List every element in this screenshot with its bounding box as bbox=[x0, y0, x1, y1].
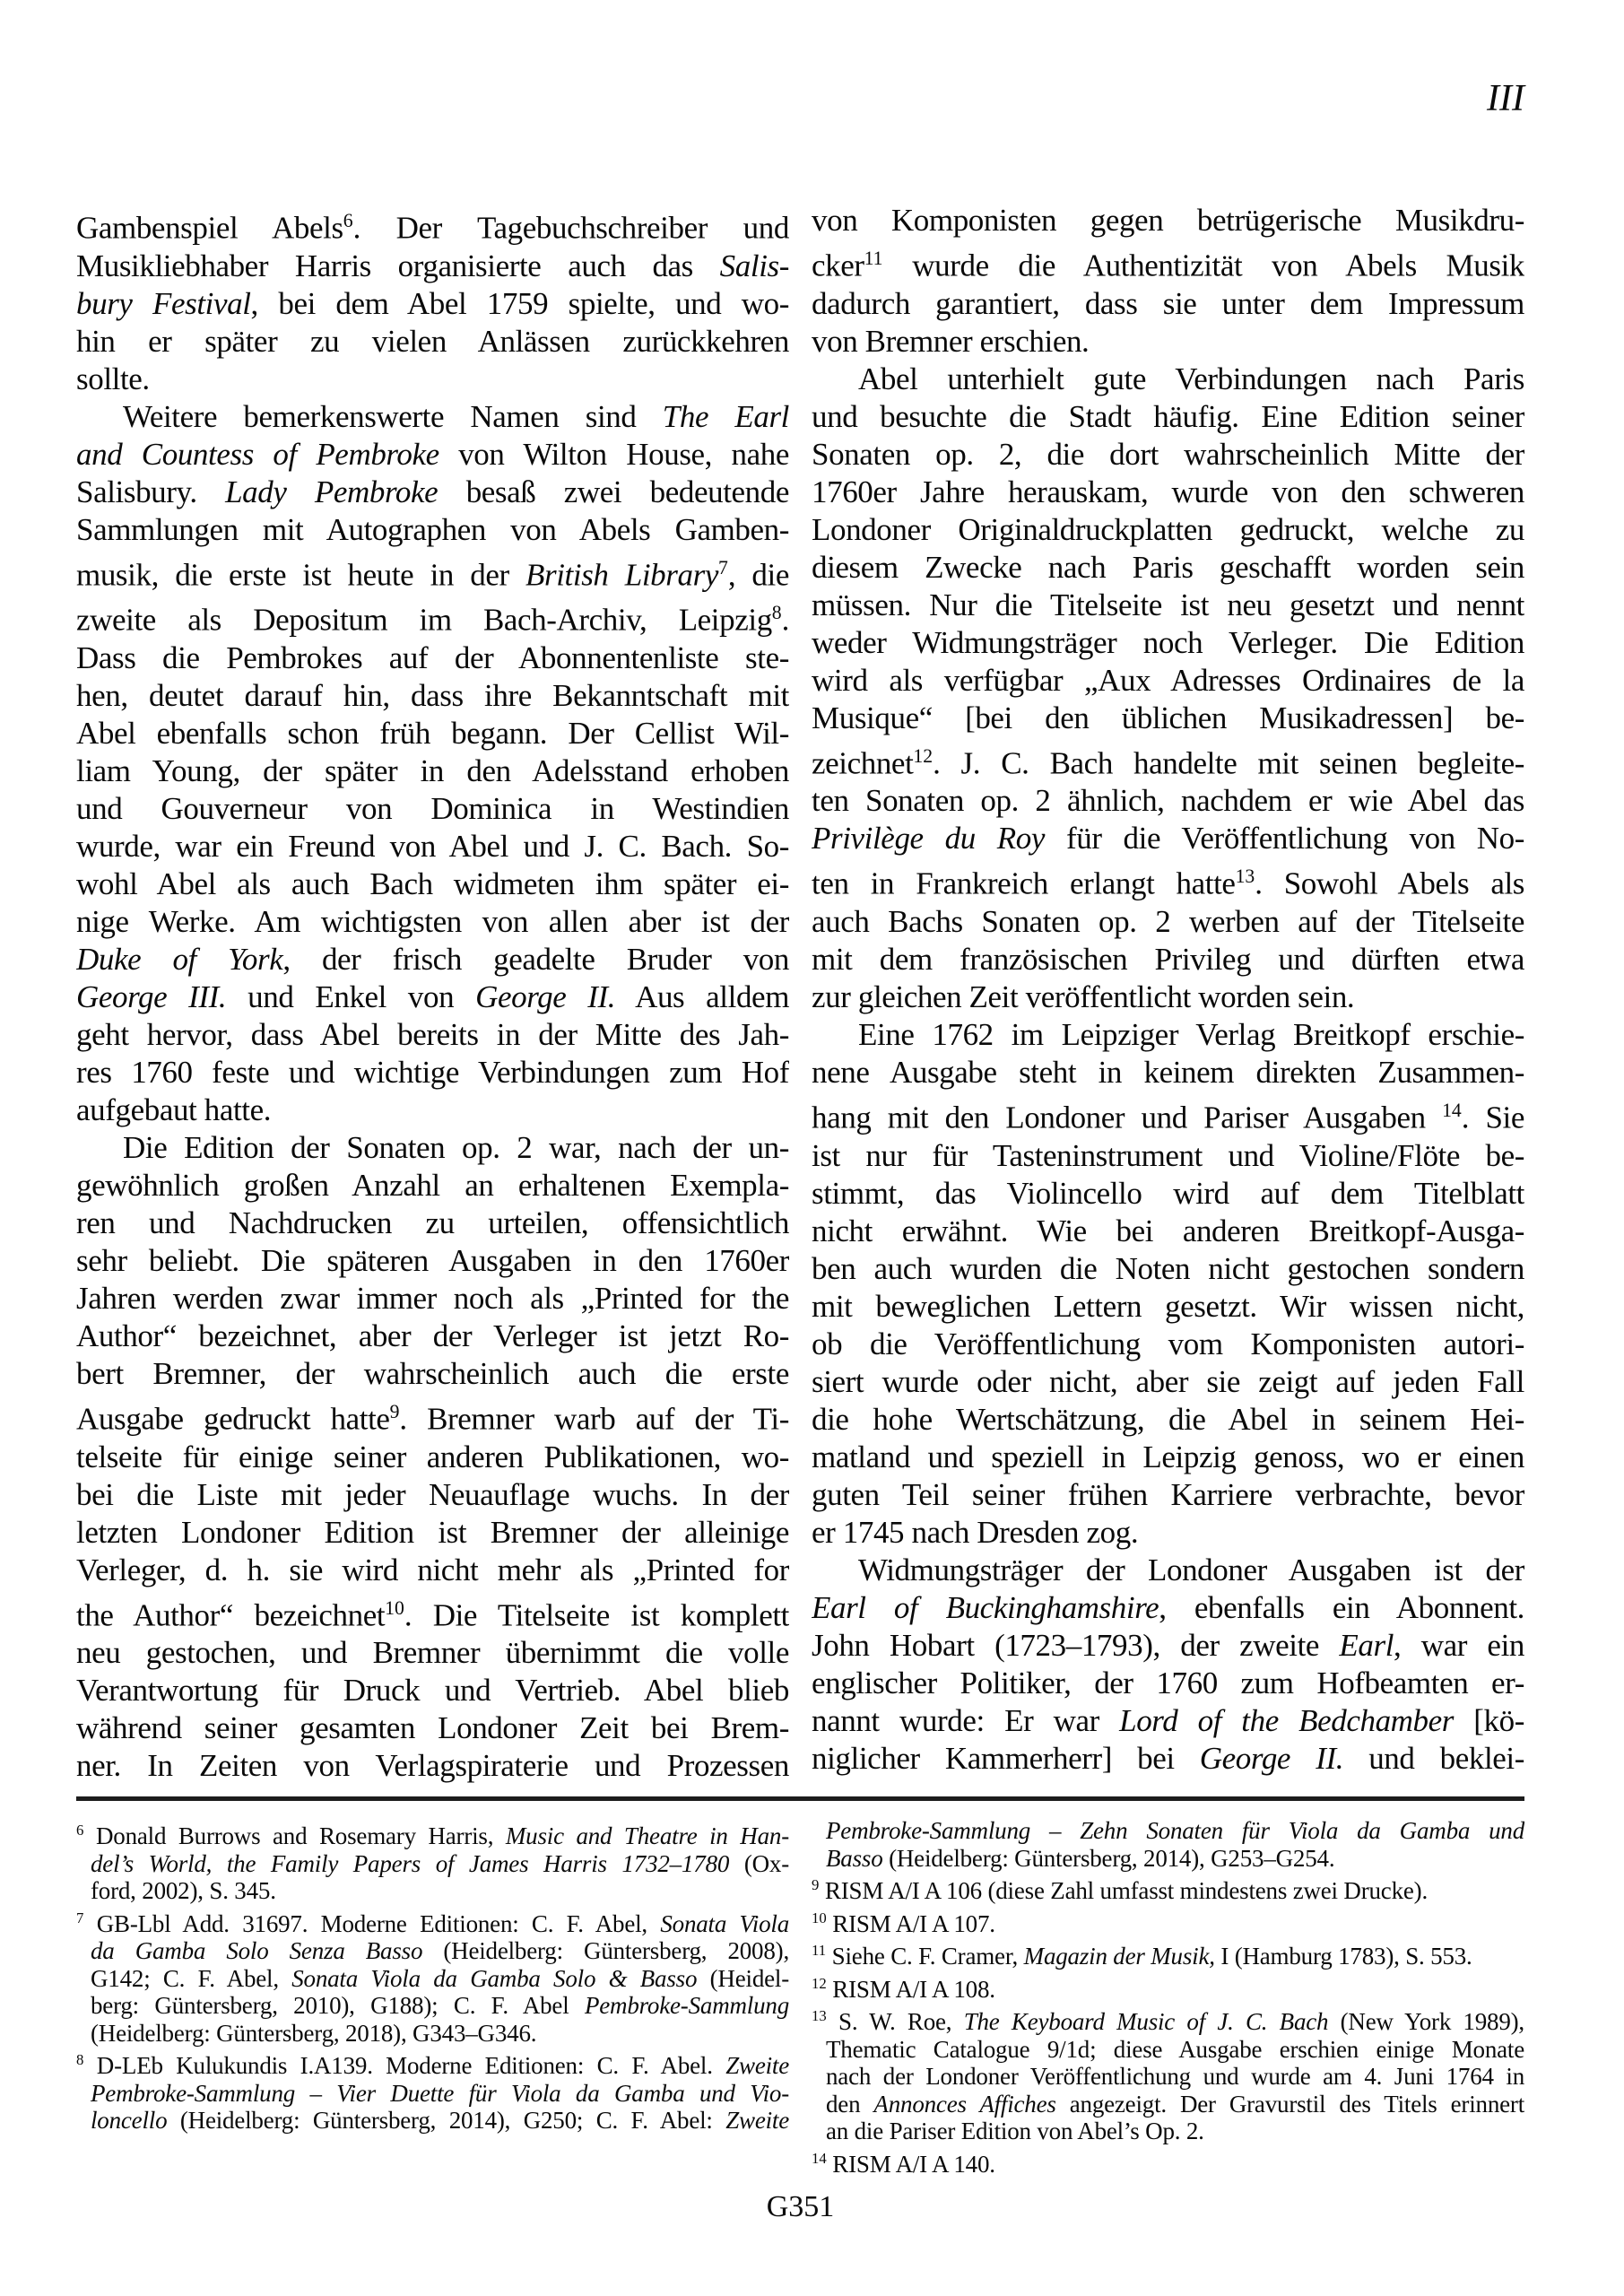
text-segment: und beklei- bbox=[1343, 1740, 1524, 1776]
text-line bbox=[812, 511, 1524, 549]
text-segment: Jahren werden zwar immer noch als „Printed for the bbox=[76, 1280, 789, 1316]
text-segment: British Library bbox=[525, 557, 718, 593]
text-line bbox=[812, 361, 1524, 398]
text-segment: Pembroke-Sammlung – Zehn Sonaten für Viola da Gamba und bbox=[826, 1817, 1524, 1844]
text-segment: Verleger, d. h. sie wird nicht mehr als „Printed for bbox=[76, 1552, 789, 1587]
text-segment: angezeigt. Der Gravurstil des Titels erinnert bbox=[1055, 2090, 1524, 2118]
text-line bbox=[76, 594, 789, 639]
text-segment: 1760er Jahre herauskam, wurde von den schweren bbox=[812, 474, 1524, 509]
text-line bbox=[812, 323, 1524, 361]
text-segment: weder Widmungsträger noch Verleger. Die Edition bbox=[812, 624, 1524, 660]
footnote-reference: 13 bbox=[812, 2007, 827, 2024]
text-line bbox=[76, 2020, 789, 2048]
text-segment: und Enkel von bbox=[226, 978, 476, 1014]
text-line bbox=[76, 639, 789, 677]
text-line bbox=[812, 820, 1524, 857]
text-segment: , die bbox=[727, 557, 789, 593]
text-segment: , war ein bbox=[1394, 1627, 1524, 1663]
footnote-reference: 11 bbox=[864, 248, 883, 269]
text-segment: und Gouverneur von Dominica in Westindien bbox=[76, 790, 789, 826]
footnote-reference: 8 bbox=[76, 2051, 84, 2068]
text-line bbox=[76, 202, 789, 248]
text-segment: . J. C. Bach handelte mit seinen begleite- bbox=[933, 745, 1524, 781]
text-line bbox=[76, 361, 789, 398]
text-line bbox=[76, 1091, 789, 1129]
text-line bbox=[812, 624, 1524, 662]
text-segment: guten Teil seiner frühen Karriere verbrachte, bevor bbox=[812, 1476, 1524, 1512]
text-segment: Annonces Affiches bbox=[873, 2090, 1056, 2118]
text-segment: wurde die Authentizität von Abels Musik bbox=[882, 248, 1524, 283]
text-segment: Zweite bbox=[725, 2107, 789, 2134]
text-segment: Widmungsträger der Londoner Ausgaben ist der bbox=[858, 1552, 1524, 1587]
text-line bbox=[76, 1937, 789, 1965]
text-line bbox=[812, 1401, 1524, 1439]
text-segment: gewöhnlich großen Anzahl an erhaltenen Exempla- bbox=[76, 1167, 789, 1203]
footnote bbox=[812, 2003, 1524, 2145]
text-segment: Pembroke-Sammlung bbox=[584, 1992, 789, 2019]
text-segment: George II. bbox=[475, 978, 616, 1014]
text-segment: für die Veröffentlichung von No- bbox=[1045, 821, 1524, 857]
text-segment: Sammlungen mit Autographen von Abels Gamben- bbox=[76, 511, 789, 547]
text-segment: an die Pariser Edition von Abel’s Op. 2. bbox=[826, 2118, 1204, 2144]
text-line bbox=[812, 1665, 1524, 1702]
text-line bbox=[76, 1476, 789, 1514]
paragraph bbox=[76, 202, 789, 398]
text-line bbox=[76, 248, 789, 285]
text-segment: von Komponisten gegen betrügerische Musikdru- bbox=[812, 203, 1524, 238]
text-line bbox=[76, 323, 789, 361]
text-segment: RISM A/I A 140. bbox=[826, 2150, 995, 2178]
text-segment: nige Werke. Am wichtigsten von allen aber ist der bbox=[76, 903, 789, 939]
text-line bbox=[76, 941, 789, 978]
text-segment: wohl Abel als auch Bach widmeten ihm später ei- bbox=[76, 865, 789, 901]
text-line bbox=[812, 737, 1524, 783]
text-segment: den bbox=[826, 2090, 874, 2118]
text-segment: und besuchte die Stadt häufig. Eine Edition seiner bbox=[812, 398, 1524, 434]
text-segment: nicht erwähnt. Wie bei anderen Breitkopf-Ausga- bbox=[812, 1213, 1524, 1248]
paragraph bbox=[812, 1552, 1524, 1778]
text-segment: ten in Frankreich erlangt hatte bbox=[812, 865, 1236, 901]
text-segment: Salis- bbox=[719, 248, 789, 283]
text-line bbox=[812, 1937, 1524, 1970]
text-line bbox=[812, 1817, 1524, 1845]
text-segment: Gambenspiel Abels bbox=[76, 210, 343, 246]
text-segment: . Der Tagebuchschreiber und bbox=[352, 210, 789, 246]
text-segment: Die Edition der Sonaten op. 2 war, nach der un- bbox=[123, 1129, 789, 1165]
text-line bbox=[76, 903, 789, 941]
text-line bbox=[76, 1439, 789, 1476]
text-segment: nannt wurde: Er war bbox=[812, 1702, 1120, 1738]
text-line bbox=[76, 2047, 789, 2080]
text-segment: liam Young, der später in den Adelsstand erhoben bbox=[76, 752, 789, 788]
text-segment: Donald Burrows and Rosemary Harris, bbox=[83, 1822, 506, 1849]
text-line bbox=[812, 1552, 1524, 1589]
text-segment: Magazin der Musik, bbox=[1023, 1943, 1215, 1970]
text-segment: wird als verfügbar „Aux Adresses Ordinaires de la bbox=[812, 662, 1524, 698]
text-line bbox=[76, 474, 789, 511]
text-line bbox=[76, 1965, 789, 1993]
text-segment: . Die Titelseite ist komplett bbox=[404, 1597, 789, 1633]
text-segment: müssen. Nur die Titelseite ist neu gesetzt und nennt bbox=[812, 587, 1524, 622]
text-line bbox=[812, 1054, 1524, 1091]
text-segment: von Bremner erschien. bbox=[812, 323, 1090, 359]
footnote-reference: 13 bbox=[1235, 865, 1255, 888]
text-line bbox=[812, 1702, 1524, 1740]
text-line bbox=[812, 2118, 1524, 2145]
text-segment: niglicher Kammerherr] bei bbox=[812, 1740, 1200, 1776]
text-line bbox=[76, 677, 789, 715]
text-line bbox=[812, 2091, 1524, 2118]
text-segment: Abel unterhielt gute Verbindungen nach Paris bbox=[858, 361, 1524, 396]
text-segment: telseite für einige seiner anderen Publikationen, wo- bbox=[76, 1439, 789, 1474]
text-segment: George III. bbox=[76, 978, 227, 1014]
footnote-reference: 10 bbox=[385, 1596, 404, 1619]
text-segment: the Author“ bezeichnet bbox=[76, 1597, 386, 1633]
text-segment: Aus alldem bbox=[615, 978, 789, 1014]
text-line bbox=[76, 1850, 789, 1878]
paragraph bbox=[812, 1016, 1524, 1552]
footnote bbox=[812, 1905, 1524, 1938]
text-line bbox=[812, 941, 1524, 978]
footnote bbox=[812, 1970, 1524, 2004]
text-segment: , der frisch geadelte Bruder von bbox=[282, 941, 789, 977]
text-segment: del’s World, the Family Papers of James Harris 1732–1780 bbox=[91, 1849, 730, 1877]
text-line bbox=[812, 2036, 1524, 2064]
text-segment: (Ox- bbox=[729, 1849, 789, 1877]
text-segment: (Heidelberg: Güntersberg, 2014), G250; C. F. Abel: bbox=[167, 2107, 726, 2134]
text-line bbox=[812, 549, 1524, 587]
text-segment: auch Bachs Sonaten op. 2 werben auf der Titelseite bbox=[812, 903, 1524, 939]
text-segment: da Gamba Solo Senza Basso bbox=[91, 1937, 423, 1964]
text-segment: Verantwortung für Druck und Vertrieb. Abel blieb bbox=[76, 1673, 789, 1709]
text-segment: ner. In Zeiten von Verlagspiraterie und Prozessen bbox=[76, 1748, 789, 1784]
footnote-reference: 10 bbox=[812, 1909, 827, 1926]
text-line bbox=[812, 1970, 1524, 2004]
text-segment: Weitere bemerkenswerte Namen sind bbox=[123, 398, 663, 434]
text-segment: dadurch garantiert, dass sie unter dem Impressum bbox=[812, 285, 1524, 321]
text-segment: Zweite bbox=[725, 2052, 789, 2079]
footnote-reference: 7 bbox=[717, 556, 728, 578]
text-segment: matland und speziell in Leipzig genoss, wo er einen bbox=[812, 1439, 1524, 1474]
text-segment: I (Hamburg 1783), S. 553. bbox=[1214, 1943, 1472, 1970]
text-line bbox=[76, 1634, 789, 1672]
text-segment: Musique“ [bei den üblichen Musikadressen] be- bbox=[812, 700, 1524, 735]
text-segment: ben auch wurden die Noten nicht gestochen sondern bbox=[812, 1250, 1524, 1286]
footnote bbox=[812, 1937, 1524, 1970]
text-segment: George II. bbox=[1199, 1740, 1344, 1776]
text-line bbox=[76, 1552, 789, 1589]
text-segment: ist nur für Tasteninstrument und Violine/Flöte be- bbox=[812, 1137, 1524, 1173]
text-line bbox=[812, 1363, 1524, 1401]
text-segment: englischer Politiker, der 1760 zum Hofbeamten er- bbox=[812, 1665, 1524, 1700]
text-line bbox=[812, 202, 1524, 239]
footnote-reference: 12 bbox=[913, 744, 934, 767]
text-segment: Thematic Catalogue 9/1d; diese Ausgabe erschien einige Monate bbox=[826, 2035, 1524, 2063]
text-segment: Earl bbox=[1339, 1627, 1394, 1663]
text-line bbox=[812, 978, 1524, 1016]
text-line bbox=[76, 1205, 789, 1242]
text-segment: nene Ausgabe steht in keinem direkten Zusammen- bbox=[812, 1054, 1524, 1090]
text-line bbox=[76, 1280, 789, 1318]
text-segment: res 1760 feste und wichtige Verbindungen zum Hof bbox=[76, 1054, 789, 1090]
text-segment: Pembroke-Sammlung – Vier Duette für Viola da Gamba und Vio- bbox=[91, 2079, 789, 2107]
text-line bbox=[812, 398, 1524, 436]
text-segment: Sonata Viola da Gamba Solo & Basso bbox=[291, 1964, 698, 1992]
text-line bbox=[812, 1476, 1524, 1514]
text-segment: berg: Güntersberg, 2010), G188); C. F. Abel bbox=[91, 1992, 585, 2019]
text-segment: loncello bbox=[91, 2107, 168, 2134]
text-line bbox=[76, 1016, 789, 1054]
paragraph bbox=[812, 361, 1524, 1016]
text-segment: (New York 1989), bbox=[1328, 2008, 1524, 2035]
text-segment: ten Sonaten op. 2 ähnlich, nachdem er wie Abel das bbox=[812, 783, 1524, 819]
text-segment: siert wurde oder nicht, aber sie zeigt auf jeden Fall bbox=[812, 1363, 1524, 1399]
paragraph bbox=[812, 202, 1524, 361]
text-line bbox=[812, 662, 1524, 700]
text-segment: neu gestochen, und Bremner übernimmt die volle bbox=[76, 1635, 789, 1671]
text-segment: RISM A/I A 107. bbox=[826, 1909, 995, 1937]
text-line bbox=[812, 1213, 1524, 1250]
footnote-reference: 14 bbox=[812, 2149, 827, 2167]
text-line bbox=[812, 1016, 1524, 1054]
text-segment: and Countess of Pembroke bbox=[76, 436, 439, 472]
text-segment: . bbox=[781, 602, 789, 638]
text-segment: stimmt, das Violincello wird auf dem Titelblatt bbox=[812, 1175, 1524, 1211]
text-line bbox=[812, 1627, 1524, 1665]
text-line bbox=[76, 511, 789, 549]
text-segment: Eine 1762 im Leipziger Verlag Breitkopf erschie- bbox=[858, 1016, 1524, 1052]
text-segment: Ausgabe gedruckt hatte bbox=[76, 1401, 390, 1437]
text-segment: ford, 2002), S. 345. bbox=[91, 1877, 276, 1904]
text-line bbox=[76, 752, 789, 790]
text-segment: hin er später zu vielen Anlässen zurückkehren bbox=[76, 323, 789, 359]
footnote-reference: 8 bbox=[771, 602, 782, 624]
text-segment: Music and Theatre in Han- bbox=[505, 1822, 789, 1849]
text-segment: nach der Londoner Veröffentlichung und wurde am 4. Juni 1764 in bbox=[826, 2063, 1524, 2090]
text-segment: während seiner gesamten Londoner Zeit bei Brem- bbox=[76, 1710, 789, 1746]
text-segment: zeichnet bbox=[812, 745, 914, 781]
text-segment: The Earl bbox=[662, 398, 789, 434]
text-segment: letzten Londoner Edition ist Bremner der alleinige bbox=[76, 1514, 789, 1550]
text-line bbox=[812, 474, 1524, 511]
text-segment: bei die Liste mit jeder Neuauflage wuchs. In der bbox=[76, 1476, 789, 1512]
footnote bbox=[812, 2145, 1524, 2179]
text-segment: diesem Zwecke nach Paris geschafft worden sein bbox=[812, 549, 1524, 585]
text-segment: [kö- bbox=[1454, 1702, 1524, 1738]
text-segment: hang mit den Londoner und Pariser Ausgaben bbox=[812, 1100, 1443, 1135]
text-segment: (Heidelberg: Güntersberg, 2018), G343–G346. bbox=[91, 2019, 537, 2047]
text-line bbox=[76, 1393, 789, 1439]
footnote bbox=[76, 1817, 789, 1905]
text-segment: wurde, war ein Freund von Abel und J. C. Bach. So- bbox=[76, 828, 789, 864]
text-line bbox=[812, 1175, 1524, 1213]
text-segment: cker bbox=[812, 248, 864, 283]
text-segment: hen, deutet darauf hin, dass ihre Bekanntschaft mit bbox=[76, 677, 789, 713]
text-line bbox=[76, 2080, 789, 2108]
footnote bbox=[812, 1872, 1524, 1905]
text-line bbox=[76, 436, 789, 474]
text-segment: , bei dem Abel 1759 spielte, und wo- bbox=[250, 285, 789, 321]
text-segment: Author“ bezeichnet, aber der Verleger ist jetzt Ro- bbox=[76, 1318, 789, 1353]
text-segment: Dass die Pembrokes auf der Abonnentenliste ste- bbox=[76, 639, 789, 675]
main-text-column-left bbox=[76, 202, 789, 1785]
text-segment: Sonata Viola bbox=[660, 1909, 789, 1937]
text-line bbox=[812, 436, 1524, 474]
text-segment: Lord of the Bedchamber bbox=[1119, 1702, 1455, 1738]
text-line bbox=[76, 1709, 789, 1747]
footnote-reference: 6 bbox=[343, 210, 353, 231]
text-line bbox=[76, 1589, 789, 1635]
text-segment: (Heidel- bbox=[697, 1964, 789, 1992]
text-segment: RISM A/I A 106 (diese Zahl umfasst mindestens zwei Drucke). bbox=[819, 1877, 1429, 1904]
text-segment: mit dem französischen Privileg und dürften etwa bbox=[812, 941, 1524, 977]
text-line bbox=[812, 700, 1524, 737]
text-segment: The Keyboard Music of J. C. Bach bbox=[963, 2008, 1329, 2035]
text-line bbox=[76, 1242, 789, 1280]
text-segment: Siehe C. F. Cramer, bbox=[826, 1943, 1024, 1970]
text-segment: ob die Veröffentlichung vom Komponisten autori- bbox=[812, 1326, 1524, 1361]
text-line bbox=[812, 2063, 1524, 2091]
text-segment: Lady Pembroke bbox=[225, 474, 439, 509]
text-segment: zweite als Depositum im Bach-Archiv, Leipzig bbox=[76, 602, 772, 638]
text-segment: Musikliebhaber Harris organisierte auch das bbox=[76, 248, 720, 283]
text-segment: Duke of York bbox=[76, 941, 283, 977]
text-segment: . Sie bbox=[1461, 1100, 1524, 1135]
text-segment: Earl of Buckinghamshire bbox=[812, 1589, 1159, 1625]
text-segment: Basso bbox=[826, 1844, 883, 1872]
text-segment: musik, die erste ist heute in der bbox=[76, 557, 526, 593]
text-segment: (Heidelberg: Güntersberg, 2008), bbox=[422, 1937, 789, 1964]
text-line bbox=[812, 1439, 1524, 1476]
text-segment: mit beweglichen Lettern gesetzt. Wir wissen nicht, bbox=[812, 1288, 1524, 1324]
text-segment: zur gleichen Zeit veröffentlicht worden sein. bbox=[812, 978, 1355, 1014]
footnote-reference: 11 bbox=[812, 1942, 827, 1959]
text-segment: John Hobart (1723–1793), der zweite bbox=[812, 1627, 1340, 1663]
paragraph bbox=[76, 398, 789, 1129]
text-segment: bert Bremner, der wahrscheinlich auch die erste bbox=[76, 1355, 789, 1391]
text-line bbox=[812, 1288, 1524, 1326]
text-line bbox=[76, 1167, 789, 1205]
text-line bbox=[76, 398, 789, 436]
text-segment: ren und Nachdrucken zu urteilen, offensichtlich bbox=[76, 1205, 789, 1240]
text-segment: D-LEb Kulukundis I.A139. Moderne Editionen: C. F. Abel. bbox=[83, 2052, 726, 2079]
text-line bbox=[76, 1992, 789, 2020]
text-line bbox=[812, 782, 1524, 820]
page-number: III bbox=[1487, 78, 1524, 119]
footnote-separator-rule bbox=[76, 1796, 1524, 1801]
text-segment: (Heidelberg: Güntersberg, 2014), G253–G254. bbox=[882, 1844, 1335, 1872]
text-line bbox=[76, 978, 789, 1016]
text-line bbox=[76, 828, 789, 865]
text-line bbox=[812, 1514, 1524, 1552]
text-segment: Sonaten op. 2, die dort wahrscheinlich Mitte der bbox=[812, 436, 1524, 472]
text-segment: von Wilton House, nahe bbox=[439, 436, 789, 472]
text-line bbox=[812, 857, 1524, 903]
paragraph bbox=[76, 1129, 789, 1785]
text-line bbox=[812, 1091, 1524, 1137]
text-line bbox=[812, 1740, 1524, 1778]
text-line bbox=[76, 715, 789, 752]
footnote-reference: 14 bbox=[1442, 1099, 1462, 1121]
footnotes-column-left bbox=[76, 1817, 789, 2135]
text-line bbox=[76, 2107, 789, 2135]
text-segment: S. W. Roe, bbox=[826, 2008, 964, 2035]
main-text-column-right bbox=[812, 202, 1524, 1778]
text-line bbox=[76, 1355, 789, 1393]
footnote-reference: 12 bbox=[812, 1974, 827, 1992]
footnote bbox=[812, 1817, 1524, 1872]
text-line bbox=[812, 1872, 1524, 1905]
text-segment: GB-Lbl Add. 31697. Moderne Editionen: C. F. Abel, bbox=[83, 1909, 661, 1937]
footnote-reference: 9 bbox=[389, 1400, 400, 1422]
text-segment: aufgebaut hatte. bbox=[76, 1091, 272, 1127]
text-segment: Privilège du Roy bbox=[812, 821, 1046, 857]
text-segment: besaß zwei bedeutende bbox=[438, 474, 789, 509]
text-line bbox=[76, 790, 789, 828]
text-line bbox=[76, 285, 789, 323]
text-line bbox=[76, 1672, 789, 1709]
text-line bbox=[812, 903, 1524, 941]
text-segment: bury Festival bbox=[76, 285, 251, 321]
text-segment: RISM A/I A 108. bbox=[826, 1975, 995, 2003]
text-line bbox=[76, 1129, 789, 1167]
footnote-reference: 9 bbox=[812, 1876, 820, 1893]
text-segment: Abel ebenfalls schon früh begann. Der Cellist Wil- bbox=[76, 715, 789, 751]
text-segment: . Sowohl Abels als bbox=[1255, 865, 1524, 901]
text-line bbox=[812, 285, 1524, 323]
text-segment: die hohe Wertschätzung, die Abel in seinem Hei- bbox=[812, 1401, 1524, 1437]
text-line bbox=[76, 1747, 789, 1785]
text-segment: sehr beliebt. Die späteren Ausgaben in den 1760er bbox=[76, 1242, 789, 1278]
page-footer-plate-number: G351 bbox=[766, 2190, 835, 2223]
text-line bbox=[76, 549, 789, 595]
text-line bbox=[76, 1817, 789, 1850]
footnotes-column-right bbox=[812, 1817, 1524, 2178]
text-line bbox=[812, 1250, 1524, 1288]
footnote-reference: 6 bbox=[76, 1822, 84, 1839]
footnote bbox=[76, 2047, 789, 2135]
text-line bbox=[812, 1326, 1524, 1363]
footnote bbox=[76, 1905, 789, 2048]
text-segment: Londoner Originaldruckplatten gedruckt, welche zu bbox=[812, 511, 1524, 547]
text-segment: er 1745 nach Dresden zog. bbox=[812, 1514, 1139, 1550]
text-segment: geht hervor, dass Abel bereits in der Mitte des Jah- bbox=[76, 1016, 789, 1052]
text-line bbox=[76, 1318, 789, 1355]
text-line bbox=[812, 1845, 1524, 1873]
text-line bbox=[76, 1905, 789, 1938]
text-segment: . Bremner warb auf der Ti- bbox=[399, 1401, 789, 1437]
text-line bbox=[812, 1905, 1524, 1938]
footnote-reference: 7 bbox=[76, 1909, 84, 1926]
text-segment: G142; C. F. Abel, bbox=[91, 1964, 292, 1992]
text-line bbox=[76, 1514, 789, 1552]
text-segment: , ebenfalls ein Abonnent. bbox=[1159, 1589, 1524, 1625]
text-line bbox=[812, 1137, 1524, 1175]
text-segment: sollte. bbox=[76, 361, 150, 396]
text-line bbox=[76, 1877, 789, 1905]
text-line bbox=[812, 1589, 1524, 1627]
text-line bbox=[812, 2003, 1524, 2036]
text-line bbox=[812, 587, 1524, 624]
text-line bbox=[812, 239, 1524, 285]
text-line bbox=[812, 2145, 1524, 2179]
text-line bbox=[76, 1054, 789, 1091]
text-line bbox=[76, 865, 789, 903]
text-segment: Salisbury. bbox=[76, 474, 226, 509]
